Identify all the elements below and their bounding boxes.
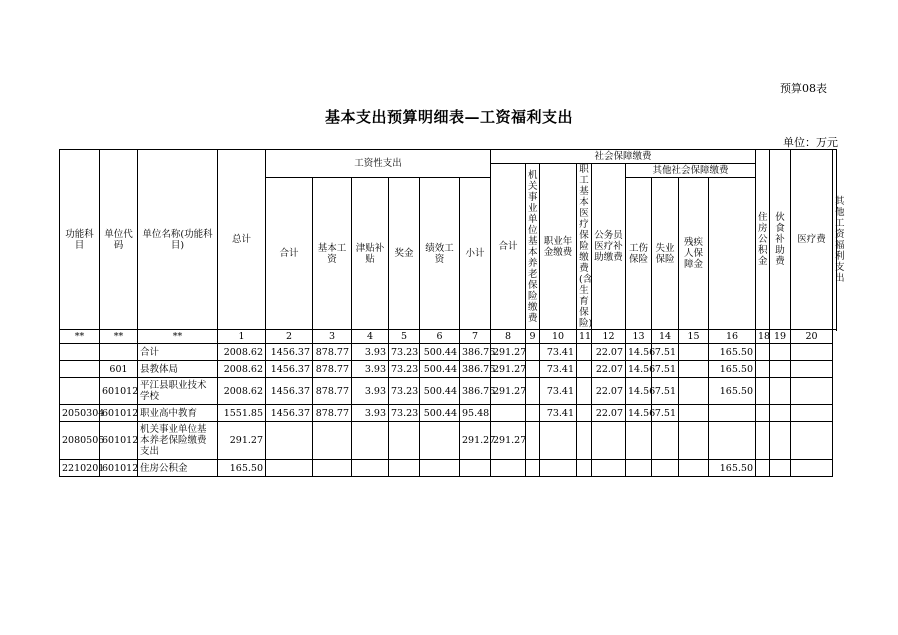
header-med-fee: 医疗费 xyxy=(791,150,833,330)
func-code-cell: 2050304 xyxy=(60,405,100,422)
unit-name-cell: 县教体局 xyxy=(138,361,218,378)
column-index-cell: 8 xyxy=(491,330,526,344)
amount-cell xyxy=(756,378,770,405)
amount-cell xyxy=(679,344,709,361)
column-index-cell: 11 xyxy=(577,330,592,344)
amount-cell xyxy=(626,460,652,477)
amount-cell xyxy=(679,378,709,405)
header-other-welfare: 其他工资福利支出 xyxy=(833,150,837,330)
amount-cell xyxy=(791,344,833,361)
column-index-cell: 7 xyxy=(460,330,491,344)
amount-cell xyxy=(791,378,833,405)
column-index-cell: 2 xyxy=(266,330,313,344)
header-unemployment: 失业保险 xyxy=(652,178,679,330)
amount-cell xyxy=(540,460,577,477)
amount-cell: 7.51 xyxy=(652,361,679,378)
header-social-total: 合计 xyxy=(491,164,526,330)
amount-cell: 1456.37 xyxy=(266,378,313,405)
amount-cell: 7.51 xyxy=(652,344,679,361)
amount-cell: 73.23 xyxy=(389,405,420,422)
column-index-cell: 19 xyxy=(770,330,791,344)
column-index-cell: 5 xyxy=(389,330,420,344)
header-unit-name: 单位名称(功能科目) xyxy=(138,150,218,330)
amount-cell: 73.23 xyxy=(389,378,420,405)
unit-code-cell: 601012 xyxy=(100,422,138,460)
amount-cell xyxy=(526,378,540,405)
amount-cell: 1456.37 xyxy=(266,344,313,361)
amount-cell: 1456.37 xyxy=(266,361,313,378)
amount-cell: 500.44 xyxy=(420,378,460,405)
amount-cell xyxy=(389,460,420,477)
column-index-row xyxy=(60,330,837,344)
amount-cell: 2008.62 xyxy=(218,361,266,378)
amount-cell xyxy=(577,460,592,477)
amount-cell: 3.93 xyxy=(352,378,389,405)
header-social-group: 社会保障缴费 xyxy=(491,150,756,164)
amount-cell xyxy=(770,361,791,378)
amount-cell: 878.77 xyxy=(313,405,352,422)
amount-cell: 291.27 xyxy=(491,361,526,378)
amount-cell xyxy=(420,460,460,477)
unit-label: 单位：万元 xyxy=(783,136,838,149)
amount-cell xyxy=(266,460,313,477)
table-row xyxy=(60,344,837,361)
amount-cell: 291.27 xyxy=(460,422,491,460)
header-medical: 职工基本医疗保险缴费(含生育保险) xyxy=(577,164,592,330)
form-number: 预算08表 xyxy=(780,82,827,95)
column-index-cell: 20 xyxy=(791,330,833,344)
amount-cell xyxy=(791,460,833,477)
header-allowance: 津贴补贴 xyxy=(352,178,389,330)
amount-cell: 14.56 xyxy=(626,378,652,405)
column-index-cell: 14 xyxy=(652,330,679,344)
amount-cell: 73.41 xyxy=(540,405,577,422)
amount-cell: 386.75 xyxy=(460,378,491,405)
unit-name-cell: 职业高中教育 xyxy=(138,405,218,422)
amount-cell xyxy=(266,422,313,460)
amount-cell: 386.75 xyxy=(460,344,491,361)
amount-cell: 22.07 xyxy=(592,378,626,405)
amount-cell: 14.56 xyxy=(626,344,652,361)
amount-cell: 73.41 xyxy=(540,378,577,405)
amount-cell: 291.27 xyxy=(218,422,266,460)
header-performance: 绩效工资 xyxy=(420,178,460,330)
amount-cell xyxy=(526,422,540,460)
amount-cell xyxy=(526,344,540,361)
amount-cell: 165.50 xyxy=(218,460,266,477)
unit-name-cell: 住房公积金 xyxy=(138,460,218,477)
amount-cell: 14.56 xyxy=(626,361,652,378)
unit-code-cell: 601012 xyxy=(100,405,138,422)
amount-cell xyxy=(460,460,491,477)
amount-cell xyxy=(526,361,540,378)
func-code-cell xyxy=(60,361,100,378)
header-basic-wage: 基本工资 xyxy=(313,178,352,330)
amount-cell: 386.75 xyxy=(460,361,491,378)
column-index-cell: 16 xyxy=(709,330,756,344)
header-housing: 住房公积金 xyxy=(756,150,770,330)
amount-cell xyxy=(313,460,352,477)
unit-code-cell: 601012 xyxy=(100,378,138,405)
unit-code-cell xyxy=(100,344,138,361)
table-row xyxy=(60,460,837,477)
page-title: 基本支出预算明细表—工资福利支出 xyxy=(324,108,573,126)
column-index-cell: 15 xyxy=(679,330,709,344)
amount-cell: 22.07 xyxy=(592,361,626,378)
column-index-cell: ** xyxy=(100,330,138,344)
amount-cell: 291.27 xyxy=(491,378,526,405)
func-code-cell: 2080505 xyxy=(60,422,100,460)
amount-cell: 1456.37 xyxy=(266,405,313,422)
amount-cell xyxy=(352,460,389,477)
amount-cell: 73.41 xyxy=(540,361,577,378)
amount-cell xyxy=(791,361,833,378)
column-index-cell: 12 xyxy=(592,330,626,344)
amount-cell xyxy=(420,422,460,460)
header-total: 总计 xyxy=(218,150,266,330)
amount-cell xyxy=(770,344,791,361)
func-code-cell xyxy=(60,344,100,361)
amount-cell xyxy=(756,422,770,460)
header-subtotal: 合计 xyxy=(266,178,313,330)
column-index-cell: 3 xyxy=(313,330,352,344)
amount-cell xyxy=(791,405,833,422)
amount-cell xyxy=(756,460,770,477)
header-civil-medical: 公务员医疗补助缴费 xyxy=(592,164,626,330)
amount-cell xyxy=(526,460,540,477)
amount-cell: 2008.62 xyxy=(218,344,266,361)
amount-cell: 22.07 xyxy=(592,344,626,361)
amount-cell: 3.93 xyxy=(352,361,389,378)
amount-cell: 22.07 xyxy=(592,405,626,422)
amount-cell xyxy=(770,378,791,405)
header-disability: 残疾人保障金 xyxy=(679,178,709,330)
amount-cell: 73.41 xyxy=(540,344,577,361)
amount-cell: 500.44 xyxy=(420,344,460,361)
table-row xyxy=(60,361,837,378)
amount-cell xyxy=(709,422,756,460)
column-index-cell: 9 xyxy=(526,330,540,344)
amount-cell xyxy=(491,460,526,477)
column-index-cell: 18 xyxy=(756,330,770,344)
amount-cell xyxy=(679,460,709,477)
budget-table xyxy=(59,149,845,477)
amount-cell: 95.48 xyxy=(460,405,491,422)
header-func-code: 功能科目 xyxy=(60,150,100,330)
amount-cell xyxy=(626,422,652,460)
amount-cell xyxy=(577,422,592,460)
amount-cell xyxy=(756,361,770,378)
amount-cell xyxy=(679,361,709,378)
header-unit-code: 单位代码 xyxy=(100,150,138,330)
column-index-cell: 4 xyxy=(352,330,389,344)
amount-cell xyxy=(389,422,420,460)
amount-cell xyxy=(592,422,626,460)
amount-cell: 3.93 xyxy=(352,344,389,361)
amount-cell xyxy=(577,405,592,422)
amount-cell xyxy=(526,405,540,422)
amount-cell xyxy=(709,405,756,422)
amount-cell: 3.93 xyxy=(352,405,389,422)
amount-cell xyxy=(679,405,709,422)
unit-name-cell: 机关事业单位基本养老保险缴费支出 xyxy=(138,422,218,460)
amount-cell: 7.51 xyxy=(652,378,679,405)
column-index-cell: ** xyxy=(138,330,218,344)
amount-cell: 291.27 xyxy=(491,422,526,460)
amount-cell: 14.56 xyxy=(626,405,652,422)
amount-cell: 2008.62 xyxy=(218,378,266,405)
unit-name-cell: 合计 xyxy=(138,344,218,361)
amount-cell xyxy=(770,422,791,460)
column-index-cell: 10 xyxy=(540,330,577,344)
amount-cell xyxy=(756,405,770,422)
amount-cell xyxy=(577,378,592,405)
header-meal: 伙食补助费 xyxy=(770,150,791,330)
column-index-cell: 1 xyxy=(218,330,266,344)
table-row xyxy=(60,422,837,460)
amount-cell: 1551.85 xyxy=(218,405,266,422)
unit-code-cell: 601 xyxy=(100,361,138,378)
amount-cell xyxy=(540,422,577,460)
header-other-group: 其他社会保障缴费 xyxy=(626,164,756,178)
amount-cell xyxy=(577,361,592,378)
func-code-cell: 2210201 xyxy=(60,460,100,477)
amount-cell: 165.50 xyxy=(709,378,756,405)
header-annuity: 职业年金缴费 xyxy=(540,164,577,330)
amount-cell xyxy=(652,460,679,477)
header-injury: 工伤保险 xyxy=(626,178,652,330)
table-row xyxy=(60,378,837,405)
amount-cell: 7.51 xyxy=(652,405,679,422)
amount-cell: 500.44 xyxy=(420,361,460,378)
amount-cell xyxy=(652,422,679,460)
header-wage-group: 工资性支出 xyxy=(266,150,491,178)
amount-cell: 878.77 xyxy=(313,344,352,361)
amount-cell xyxy=(491,405,526,422)
amount-cell xyxy=(313,422,352,460)
amount-cell: 500.44 xyxy=(420,405,460,422)
header-other-subtotal: 小计 xyxy=(460,178,491,330)
unit-code-cell: 601012 xyxy=(100,460,138,477)
amount-cell xyxy=(352,422,389,460)
amount-cell: 165.50 xyxy=(709,460,756,477)
amount-cell: 73.23 xyxy=(389,361,420,378)
amount-cell xyxy=(791,422,833,460)
table-row xyxy=(60,405,837,422)
amount-cell xyxy=(592,460,626,477)
amount-cell: 291.27 xyxy=(491,344,526,361)
func-code-cell xyxy=(60,378,100,405)
amount-cell: 878.77 xyxy=(313,361,352,378)
amount-cell: 878.77 xyxy=(313,378,352,405)
amount-cell xyxy=(770,460,791,477)
header-pension: 机关事业单位基本养老保险缴费 xyxy=(526,164,540,330)
amount-cell: 73.23 xyxy=(389,344,420,361)
amount-cell xyxy=(756,344,770,361)
column-index-cell: 13 xyxy=(626,330,652,344)
unit-name-cell: 平江县职业技术学校 xyxy=(138,378,218,405)
column-index-cell: ** xyxy=(60,330,100,344)
amount-cell: 165.50 xyxy=(709,344,756,361)
amount-cell xyxy=(577,344,592,361)
column-index-cell: 6 xyxy=(420,330,460,344)
amount-cell xyxy=(679,422,709,460)
header-bonus: 奖金 xyxy=(389,178,420,330)
amount-cell xyxy=(770,405,791,422)
amount-cell: 165.50 xyxy=(709,361,756,378)
